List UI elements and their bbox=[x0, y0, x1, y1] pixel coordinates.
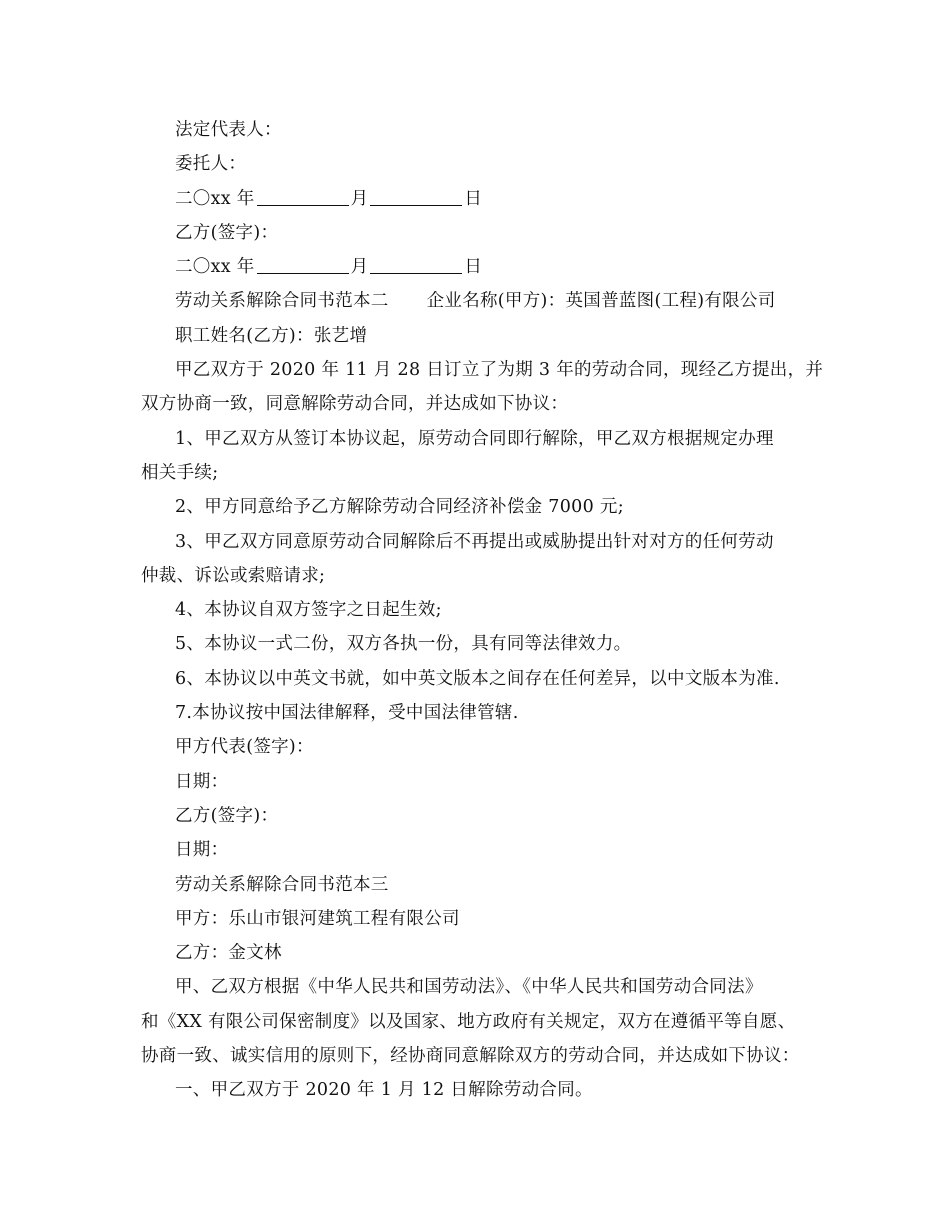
company-name-party-a: 企业名称(甲方)：英国普蓝图(工程)有限公司 bbox=[426, 291, 776, 312]
legal-representative-line: 法定代表人： bbox=[175, 120, 282, 140]
document-body bbox=[141, 113, 824, 1108]
party-b-signature-line: 乙方(签字)： bbox=[175, 222, 279, 243]
party-b-signature-line: 乙方(签字)： bbox=[175, 805, 279, 826]
date-label: 日期： bbox=[175, 771, 229, 792]
month-blank bbox=[257, 253, 349, 274]
clause-4: 4、本协议自双方签字之日起生效; bbox=[175, 600, 442, 621]
clause-1: 1、甲乙双方从签订本协议起，原劳动合同即行解除，甲乙双方根据规定办理 bbox=[175, 428, 774, 449]
clause-6: 6、本协议以中英文书就，如中英文版本之间存在任何差异，以中文版本为准. bbox=[175, 668, 780, 689]
paragraph-line: 和《XX 有限公司保密制度》以及国家、地方政府有关规定，双方在遵循平等自愿、 bbox=[141, 1011, 796, 1032]
employee-name-party-b: 职工姓名(乙方)：张艺增 bbox=[175, 325, 368, 346]
party-a-representative-signature: 甲方代表(签字)： bbox=[175, 737, 314, 758]
date-month: 月 bbox=[350, 188, 369, 209]
clause-one: 一、甲乙双方于 2020 年 1 月 12 日解除劳动合同。 bbox=[175, 1080, 593, 1101]
clause-2: 2、甲方同意给予乙方解除劳动合同经济补偿金 7000 元; bbox=[175, 497, 624, 518]
agent-line: 委托人： bbox=[175, 154, 247, 175]
day-blank bbox=[370, 253, 462, 274]
date-day: 日 bbox=[464, 257, 483, 278]
clause-3: 3、甲乙双方同意原劳动合同解除后不再提出或威胁提出针对对方的任何劳动 bbox=[175, 531, 774, 552]
section-title-template-three: 劳动关系解除合同书范本三 bbox=[175, 874, 389, 895]
template-two-line bbox=[141, 284, 821, 318]
date-month: 月 bbox=[350, 257, 369, 278]
date-year: 二〇xx 年 bbox=[175, 188, 255, 209]
date-day: 日 bbox=[464, 188, 483, 209]
month-blank bbox=[257, 185, 349, 206]
paragraph-line: 协商一致、诚实信用的原则下，经协商同意解除双方的劳动合同，并达成如下协议： bbox=[141, 1046, 800, 1067]
date-label: 日期： bbox=[175, 840, 229, 861]
party-b-line: 乙方：金文林 bbox=[175, 943, 282, 964]
party-a-line: 甲方：乐山市银河建筑工程有限公司 bbox=[175, 908, 460, 929]
date-line bbox=[141, 250, 821, 284]
paragraph-line: 甲乙双方于 2020 年 11 月 28 日订立了为期 3 年的劳动合同，现经乙方提出，并 bbox=[175, 360, 824, 381]
day-blank bbox=[370, 185, 462, 206]
clause-3-continued: 仲裁、诉讼或索赔请求; bbox=[141, 565, 326, 586]
clause-7: 7.本协议按中国法律解释，受中国法律管辖. bbox=[175, 703, 519, 724]
paragraph-line: 甲、乙双方根据《中华人民共和国劳动法》、《中华人民共和国劳动合同法》 bbox=[175, 977, 763, 998]
date-line bbox=[141, 182, 821, 216]
section-title-template-two: 劳动关系解除合同书范本二 bbox=[175, 291, 389, 312]
clause-5: 5、本协议一式二份，双方各执一份，具有同等法律效力。 bbox=[175, 634, 632, 655]
date-year: 二〇xx 年 bbox=[175, 257, 255, 278]
clause-1-continued: 相关手续; bbox=[141, 462, 219, 483]
paragraph-line: 双方协商一致，同意解除劳动合同，并达成如下协议： bbox=[141, 394, 569, 415]
